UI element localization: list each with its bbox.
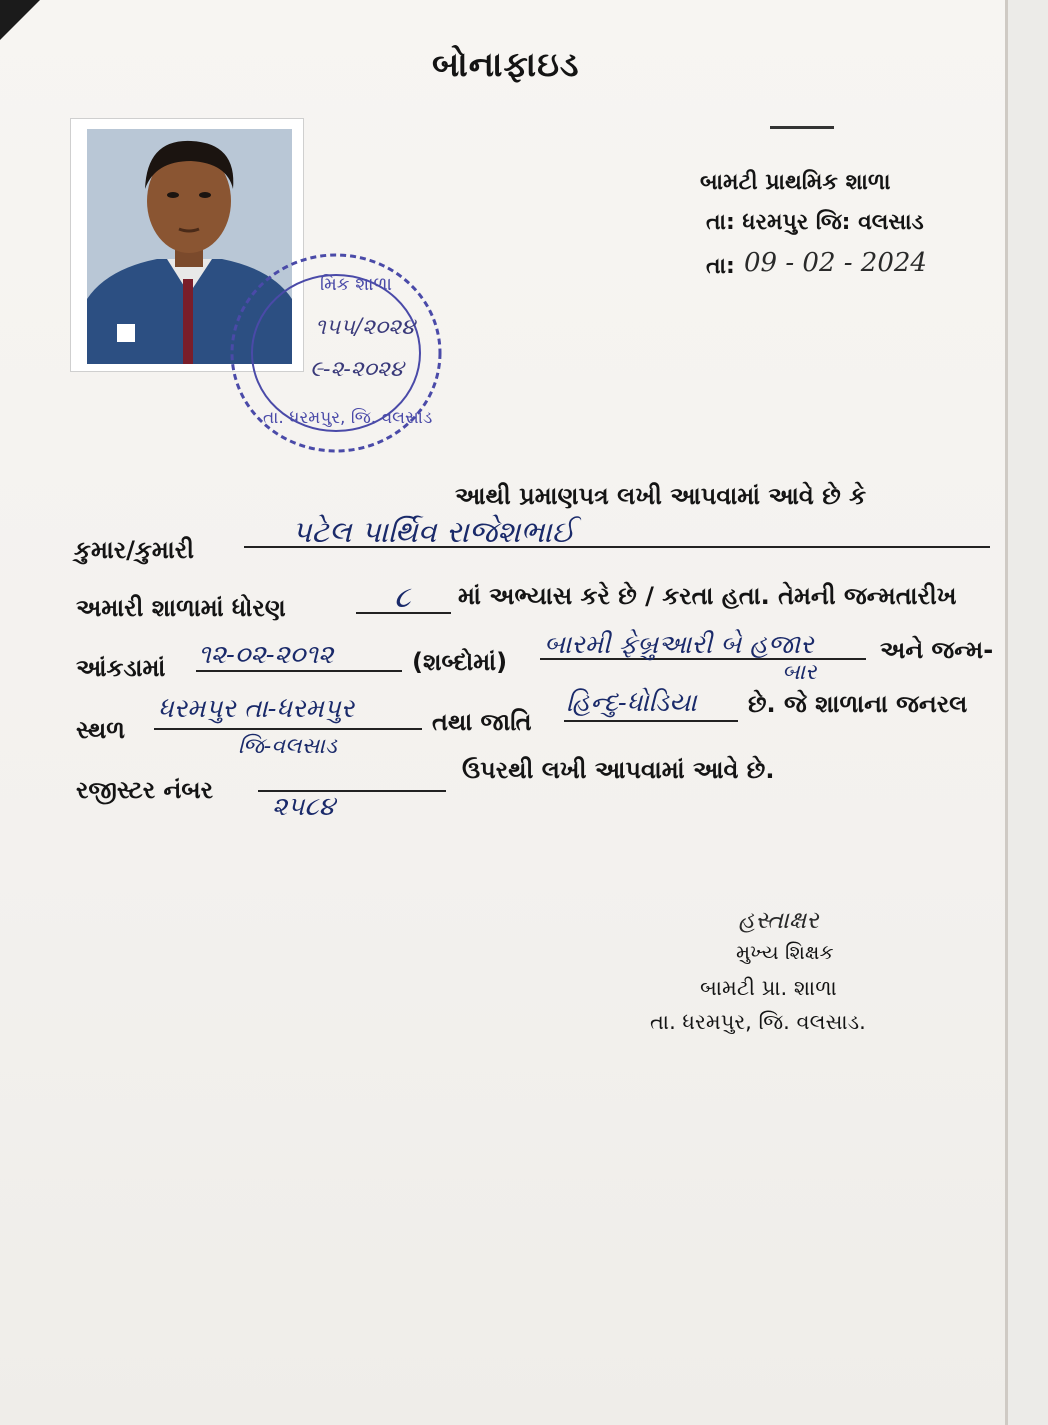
page-corner-shadow (0, 0, 40, 40)
standard-rest: માં અભ્યાસ કરે છે / કરતા હતા. તેમની જન્મતારીખ (458, 582, 957, 610)
sign-address: તા. ધરમપુર, જિ. વલસાડ. (650, 1010, 866, 1034)
signature: હસ્તાક્ષર (738, 906, 819, 934)
page-right-edge (1005, 0, 1008, 1425)
dob-words-extra: બાર (782, 660, 817, 685)
caste-rest: છે. જે શાળાના જનરલ (748, 690, 968, 718)
caste-underline (564, 720, 738, 722)
school-name: બામટી પ્રાથમિક શાળા (700, 170, 891, 195)
student-name: પટેલ પાર્થિવ રાજેશભાઈ (292, 515, 575, 550)
birthplace: ધરમપુર તા-ધરમપુર (158, 694, 355, 724)
caste: હિન્દુ-ધોડિયા (566, 688, 697, 718)
register-number: ૨૫૮૪ (272, 792, 335, 822)
page-right-margin (1008, 0, 1048, 1425)
birthplace-extra: જિ-વલસાડ (238, 734, 337, 759)
dob-digits: ૧૨-૦૨-૨૦૧૨ (198, 640, 334, 670)
birthplace-underline (154, 728, 422, 730)
sign-designation: મુખ્ય શિક્ષક (736, 940, 834, 964)
stamp-number: ૧૫૫/૨૦૨૪ (315, 315, 415, 340)
document-title: બોનાફાઇડ (432, 45, 580, 85)
dob-digits-label: આંકડામાં (76, 654, 166, 682)
header-dash (770, 126, 834, 129)
birthplace-label: સ્થળ (76, 716, 126, 744)
date-value: 09 - 02 - 2024 (744, 248, 927, 278)
dob-rest: અને જન્મ- (880, 636, 994, 664)
stamp-top-text: મિક શાળા (320, 274, 392, 295)
dob-words: બારમી ફેબ્રુઆરી બે હજાર (544, 630, 814, 660)
register-rest: ઉપરથી લખી આપવામાં આવે છે. (462, 756, 775, 784)
student-label: કુમાર/કુમારી (74, 536, 194, 564)
stamp-date: ૯-૨-૨૦૨૪ (310, 357, 404, 382)
school-address: તા: ધરમપુર જિ: વલસાડ (706, 210, 924, 235)
date-label: તા: (706, 254, 735, 279)
stamp-bottom-text: તા. ધરમપુર, જિ. વલસાડ (263, 408, 433, 428)
intro-line: આથી પ્રમાણપત્ર લખી આપવામાં આવે છે કે (455, 482, 867, 510)
dob-words-label: (શબ્દોમાં) (412, 648, 508, 676)
school-stamp (225, 248, 447, 458)
sign-school: બામટી પ્રા. શાળા (700, 976, 837, 1000)
register-label: રજીસ્ટર નંબર (76, 776, 214, 804)
caste-label: તથા જાતિ (432, 708, 532, 736)
standard-label: અમારી શાળામાં ધોરણ (76, 594, 286, 622)
standard-value: ૮ (394, 580, 411, 615)
